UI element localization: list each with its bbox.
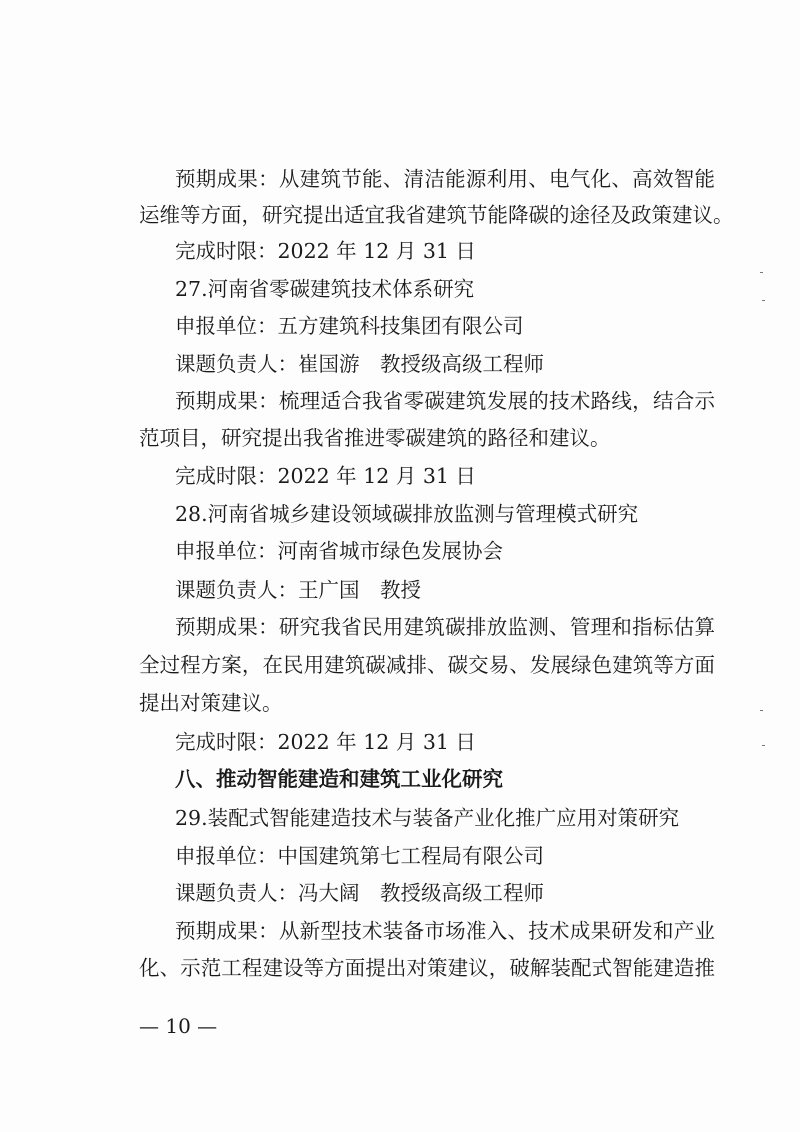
- text-line: 申报单位：中国建筑第七工程局有限公司: [175, 844, 544, 868]
- text-line: 运维等方面，研究提出适宜我省建筑节能降碳的途径及政策建议。: [139, 203, 734, 227]
- scan-mark: [762, 745, 765, 746]
- page-number: — 10 —: [139, 1014, 218, 1038]
- text-line: 完成时限：2022 年 12 月 31 日: [175, 239, 476, 263]
- section-heading: 八、推动智能建造和建筑工业化研究: [175, 767, 503, 791]
- text-line: 课题负责人：王广国 教授: [175, 578, 421, 602]
- text-line: 预期成果：梳理适合我省零碳建筑发展的技术路线，结合示: [175, 389, 715, 413]
- text-line: 28.河南省城乡建设领域碳排放监测与管理模式研究: [175, 502, 639, 526]
- text-line: 预期成果：研究我省民用建筑碳排放监测、管理和指标估算: [175, 615, 715, 639]
- text-line: 完成时限：2022 年 12 月 31 日: [175, 730, 476, 754]
- text-line: 完成时限：2022 年 12 月 31 日: [175, 464, 476, 488]
- text-line: 课题负责人：崔国游 教授级高级工程师: [175, 352, 544, 376]
- text-line: 申报单位：河南省城市绿色发展协会: [175, 539, 503, 563]
- text-line: 预期成果：从新型技术装备市场准入、技术成果研发和产业: [175, 919, 715, 943]
- text-line: 化、示范工程建设等方面提出对策建议，破解装配式智能建造推: [139, 956, 715, 980]
- text-line: 全过程方案，在民用建筑碳减排、碳交易、发展绿色建筑等方面: [139, 653, 715, 677]
- text-line: 27.河南省零碳建筑技术体系研究: [175, 277, 475, 301]
- text-line: 29.装配式智能建造技术与装备产业化推广应用对策研究: [175, 806, 680, 830]
- text-line: 提出对策建议。: [139, 691, 283, 715]
- text-line: 申报单位：五方建筑科技集团有限公司: [175, 314, 524, 338]
- scan-mark: [760, 272, 763, 273]
- scan-mark: [760, 710, 763, 711]
- text-line: 预期成果：从建筑节能、清洁能源利用、电气化、高效智能: [175, 167, 715, 191]
- text-line: 课题负责人：冯大阔 教授级高级工程师: [175, 881, 544, 905]
- text-line: 范项目，研究提出我省推进零碳建筑的路径和建议。: [139, 426, 611, 450]
- scan-mark: [762, 300, 765, 301]
